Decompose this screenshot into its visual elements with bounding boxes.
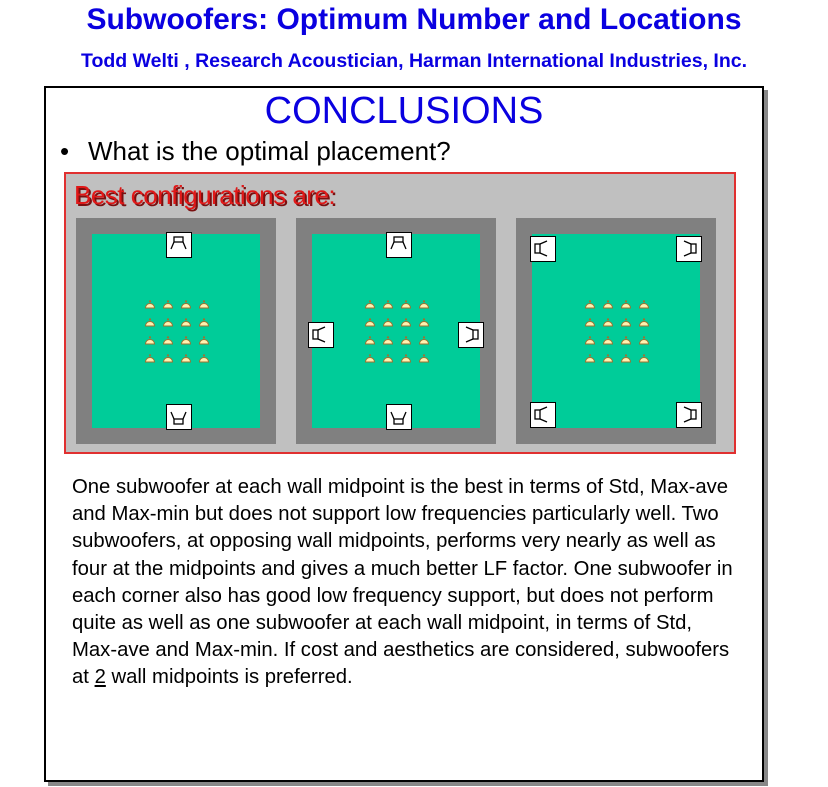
author-line: Todd Welti , Research Acoustician, Harman International Industries, Inc. — [80, 50, 748, 72]
room-config-2 — [296, 218, 496, 444]
panel-label: Best configurations are: — [74, 180, 336, 210]
listener-seat-icon — [364, 318, 376, 328]
subwoofer-icon — [530, 236, 556, 262]
subwoofer-icon — [386, 404, 412, 430]
subwoofer-icon — [458, 322, 484, 348]
listener-seat-icon — [198, 354, 210, 364]
conclusion-paragraph — [72, 474, 742, 692]
listener-seat-icon — [144, 336, 156, 346]
subwoofer-icon — [308, 322, 334, 348]
listener-seat-icon — [180, 300, 192, 310]
listener-seat-icon — [584, 300, 596, 310]
listener-seat-icon — [620, 336, 632, 346]
listener-seat-icon — [144, 354, 156, 364]
listener-seat-icon — [162, 300, 174, 310]
listener-seat-icon — [638, 336, 650, 346]
subwoofer-icon — [530, 402, 556, 428]
listener-seat-icon — [198, 300, 210, 310]
bullet-dot-icon: • — [60, 136, 70, 166]
listener-seat-icon — [180, 318, 192, 328]
listener-seat-icon — [620, 300, 632, 310]
conclusion-text-2: wall midpoints is preferred. — [105, 666, 353, 689]
listener-seat-icon — [180, 336, 192, 346]
listener-seat-icon — [400, 354, 412, 364]
listener-seat-icon — [400, 336, 412, 346]
listener-seat-icon — [364, 300, 376, 310]
listener-seat-icon — [400, 300, 412, 310]
listener-seat-icon — [638, 354, 650, 364]
listener-seat-icon — [620, 354, 632, 364]
listener-seat-icon — [418, 354, 430, 364]
listener-seat-icon — [602, 300, 614, 310]
page-title: Subwoofers: Optimum Number and Locations — [86, 3, 742, 36]
listener-seat-icon — [364, 336, 376, 346]
subwoofer-icon — [676, 402, 702, 428]
listener-seat-icon — [602, 336, 614, 346]
conclusion-underlined-number: 2 — [94, 666, 106, 689]
listener-seat-icon — [180, 354, 192, 364]
listener-seat-icon — [144, 300, 156, 310]
subwoofer-icon — [386, 232, 412, 258]
subwoofer-icon — [166, 404, 192, 430]
listener-seat-icon — [144, 318, 156, 328]
slide — [44, 86, 764, 782]
subwoofer-icon — [676, 236, 702, 262]
listener-seat-icon — [418, 300, 430, 310]
subwoofer-icon — [166, 232, 192, 258]
listener-seat-icon — [638, 300, 650, 310]
listener-seat-icon — [638, 318, 650, 328]
room-config-1 — [76, 218, 276, 444]
listener-seat-icon — [584, 318, 596, 328]
bullet-text: What is the optimal placement? — [88, 136, 451, 166]
listener-seat-icon — [418, 318, 430, 328]
listener-seat-icon — [162, 354, 174, 364]
listener-seat-icon — [620, 318, 632, 328]
room-config-3 — [516, 218, 716, 444]
listener-seat-icon — [198, 336, 210, 346]
listener-seat-icon — [198, 318, 210, 328]
listener-seat-icon — [162, 336, 174, 346]
slide-heading: CONCLUSIONS — [264, 90, 544, 132]
listener-seat-icon — [162, 318, 174, 328]
listener-seat-icon — [418, 336, 430, 346]
listener-seat-icon — [364, 354, 376, 364]
listener-seat-icon — [382, 318, 394, 328]
listener-seat-icon — [382, 300, 394, 310]
listener-seat-icon — [400, 318, 412, 328]
conclusion-text-1: One subwoofer at each wall midpoint is the best in terms of Std, Max-ave and Max-min but does not support low frequencies particularly well. Two subwoofers, at opposing wall midpoints, performs very nearly as well as four at the midpoints and gives a much better LF factor. One subwoofer in each corner also has good low frequency support, but does not perform quite as well as one subwoofer at each wall midpoint, in terms of Std, Max-ave and Max-min. If cost and aesthetics are considered, subwoofers at — [72, 476, 733, 689]
listener-seats — [584, 300, 650, 364]
listener-seat-icon — [584, 354, 596, 364]
listener-seats — [144, 300, 210, 364]
bullet-question — [60, 134, 451, 168]
listener-seat-icon — [584, 336, 596, 346]
listener-seats — [364, 300, 430, 364]
configurations-panel — [64, 172, 736, 454]
listener-seat-icon — [382, 336, 394, 346]
listener-seat-icon — [602, 354, 614, 364]
listener-seat-icon — [382, 354, 394, 364]
listener-seat-icon — [602, 318, 614, 328]
